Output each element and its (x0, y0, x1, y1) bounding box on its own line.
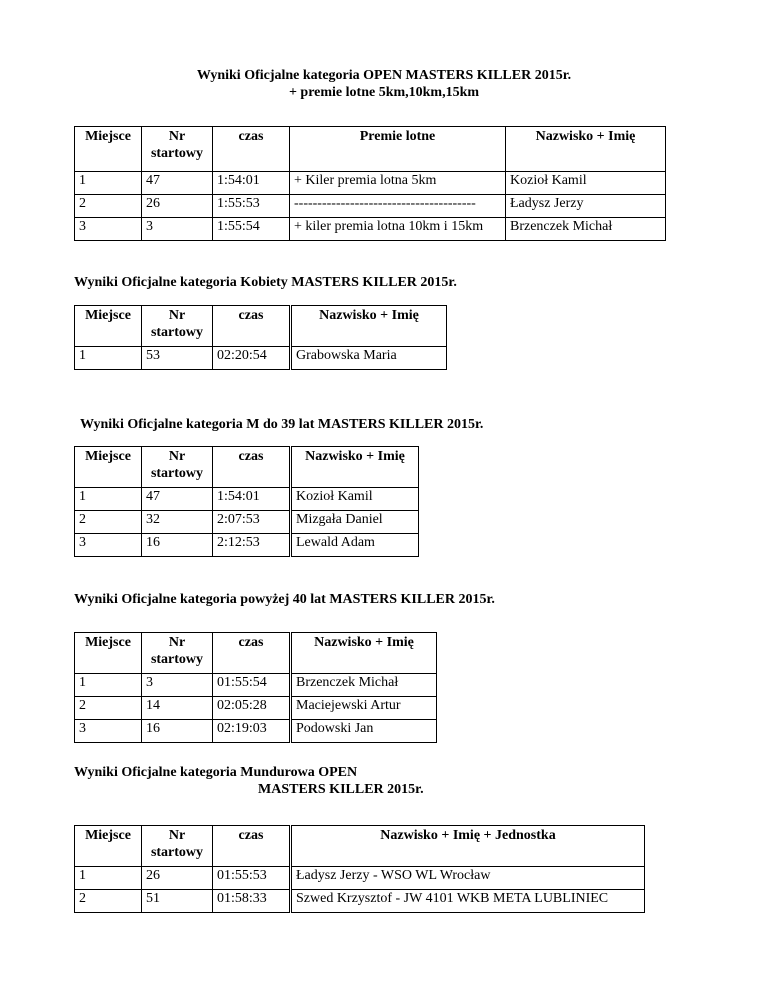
cell-place: 1 (75, 674, 142, 697)
cell-place: 3 (75, 720, 142, 743)
cell-name: Lewald Adam (291, 534, 419, 557)
cell-nr: 47 (142, 488, 213, 511)
cell-bonus: + kiler premia lotna 10km i 15km (290, 218, 506, 241)
cell-place: 1 (75, 488, 142, 511)
header-time: czas (213, 127, 290, 172)
table-row (75, 674, 437, 697)
cell-nr: 16 (142, 720, 213, 743)
cell-bonus: --------------------------------------- (290, 195, 506, 218)
cell-name: Maciejewski Artur (291, 697, 437, 720)
header-place: Miejsce (75, 447, 142, 488)
cell-place: 1 (75, 172, 142, 195)
table-row (75, 195, 666, 218)
header-nr: Nr startowy (142, 633, 213, 674)
cell-place: 1 (75, 867, 142, 890)
cell-name: Brzenczek Michał (291, 674, 437, 697)
header-nr: Nr startowy (142, 826, 213, 867)
header-name: Nazwisko + Imię (291, 447, 419, 488)
table-row (75, 867, 645, 890)
cell-time: 2:07:53 (213, 511, 291, 534)
cell-nr: 47 (142, 172, 213, 195)
header-name: Nazwisko + Imię (506, 127, 666, 172)
cell-time: 01:58:33 (213, 890, 291, 913)
table-row (75, 172, 666, 195)
table-row (75, 347, 447, 370)
header-name: Nazwisko + Imię (291, 633, 437, 674)
cell-time: 02:20:54 (213, 347, 291, 370)
header-time: czas (213, 826, 291, 867)
header-time: czas (213, 447, 291, 488)
results-table-open (74, 126, 666, 241)
header-place: Miejsce (75, 127, 142, 172)
table-row (75, 890, 645, 913)
results-table-women (74, 305, 447, 370)
cell-bonus: + Kiler premia lotna 5km (290, 172, 506, 195)
cell-time: 02:19:03 (213, 720, 291, 743)
cell-time: 1:54:01 (213, 488, 291, 511)
table-row (75, 218, 666, 241)
header-nr: Nr startowy (142, 306, 213, 347)
cell-place: 2 (75, 511, 142, 534)
cell-nr: 3 (142, 674, 213, 697)
header-place: Miejsce (75, 826, 142, 867)
cell-time: 1:55:53 (213, 195, 290, 218)
table-row (75, 534, 419, 557)
cell-name: Brzenczek Michał (506, 218, 666, 241)
section-title (0, 67, 768, 101)
cell-nr: 26 (142, 867, 213, 890)
cell-nr: 14 (142, 697, 213, 720)
section-title: MASTERS KILLER 2015r. (258, 782, 424, 797)
title-line: Wyniki Oficjalne kategoria OPEN MASTERS KILLER 2015r. (196, 68, 572, 83)
cell-place: 2 (75, 890, 142, 913)
results-table-uniformed (74, 825, 645, 913)
cell-place: 2 (75, 195, 142, 218)
header-name: Nazwisko + Imię + Jednostka (291, 826, 645, 867)
table-row (75, 488, 419, 511)
cell-place: 3 (75, 218, 142, 241)
cell-place: 1 (75, 347, 142, 370)
table-row (75, 720, 437, 743)
cell-name: Ładysz Jerzy - WSO WL Wrocław (291, 867, 645, 890)
cell-nr: 26 (142, 195, 213, 218)
cell-name: Szwed Krzysztof - JW 4101 WKB META LUBLINIEC (291, 890, 645, 913)
title-line: + premie lotne 5km,10km,15km (288, 85, 480, 100)
header-time: czas (213, 306, 291, 347)
cell-nr: 16 (142, 534, 213, 557)
header-time: czas (213, 633, 291, 674)
cell-time: 02:05:28 (213, 697, 291, 720)
header-place: Miejsce (75, 306, 142, 347)
cell-nr: 51 (142, 890, 213, 913)
cell-time: 01:55:54 (213, 674, 291, 697)
results-table-m39 (74, 446, 419, 557)
header-nr: Nr startowy (142, 447, 213, 488)
cell-name: Kozioł Kamil (506, 172, 666, 195)
header-nr: Nr startowy (142, 127, 213, 172)
cell-name: Podowski Jan (291, 720, 437, 743)
header-place: Miejsce (75, 633, 142, 674)
cell-time: 2:12:53 (213, 534, 291, 557)
cell-name: Grabowska Maria (291, 347, 447, 370)
section-title: Wyniki Oficjalne kategoria Mundurowa OPEN (74, 765, 358, 780)
cell-time: 01:55:53 (213, 867, 291, 890)
cell-nr: 32 (142, 511, 213, 534)
table-row (75, 511, 419, 534)
cell-nr: 3 (142, 218, 213, 241)
cell-name: Ładysz Jerzy (506, 195, 666, 218)
section-title: Wyniki Oficjalne kategoria M do 39 lat MASTERS KILLER 2015r. (80, 417, 484, 432)
cell-time: 1:54:01 (213, 172, 290, 195)
header-name: Nazwisko + Imię (291, 306, 447, 347)
section-title: Wyniki Oficjalne kategoria powyżej 40 lat MASTERS KILLER 2015r. (74, 592, 495, 607)
header-bonus: Premie lotne (290, 127, 506, 172)
cell-name: Kozioł Kamil (291, 488, 419, 511)
cell-place: 3 (75, 534, 142, 557)
cell-time: 1:55:54 (213, 218, 290, 241)
table-row (75, 697, 437, 720)
section-title: Wyniki Oficjalne kategoria Kobiety MASTERS KILLER 2015r. (74, 275, 457, 290)
cell-place: 2 (75, 697, 142, 720)
cell-nr: 53 (142, 347, 213, 370)
cell-name: Mizgała Daniel (291, 511, 419, 534)
results-table-over40 (74, 632, 437, 743)
